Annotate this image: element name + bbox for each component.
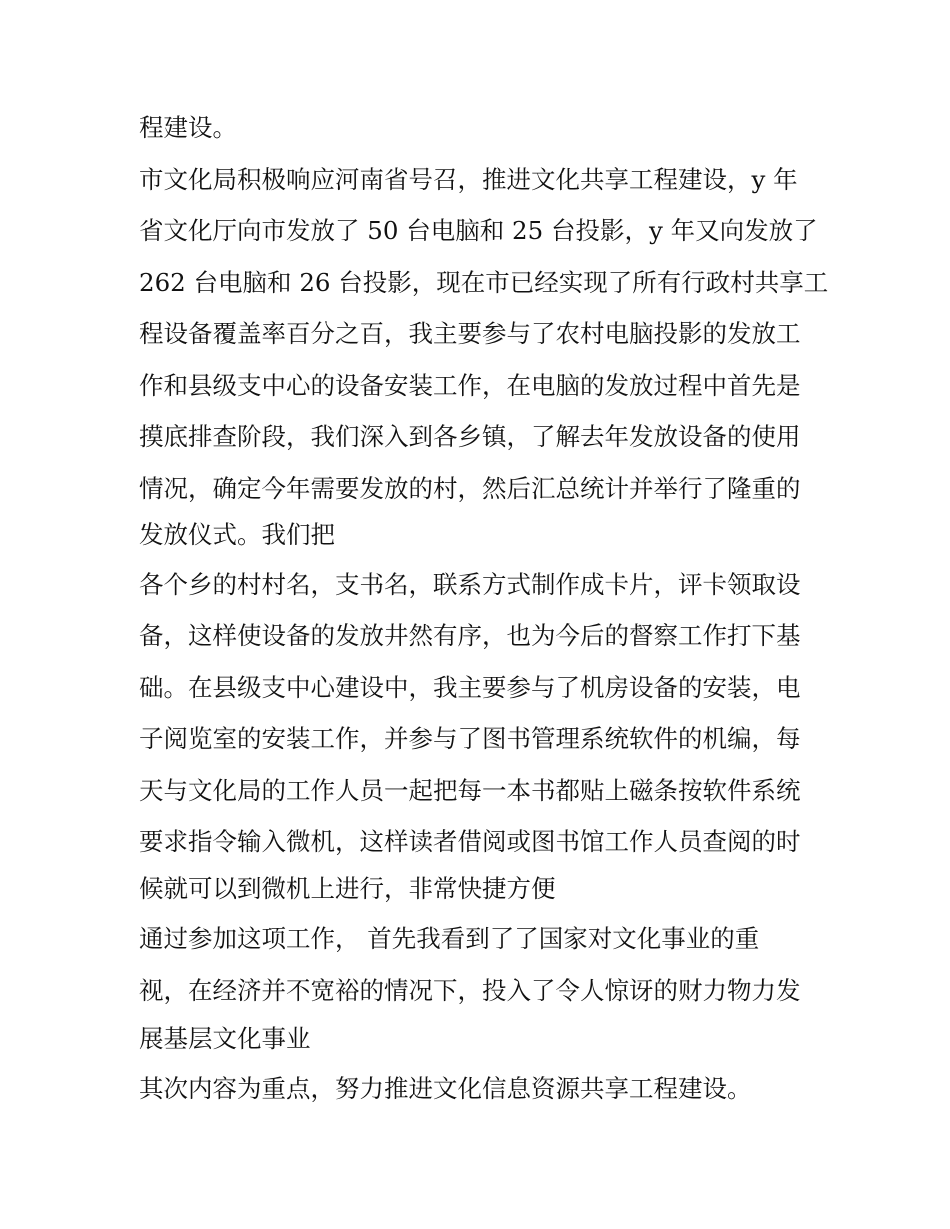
text-line: 候就可以到微机上进行，非常快捷方便 <box>139 874 556 903</box>
text-line: 摸底排查阶段，我们深入到各乡镇，了解去年发放设备的使用 <box>139 422 801 451</box>
text-line: 各个乡的村村名，支书名，联系方式制作成卡片，评卡领取设 <box>139 570 801 599</box>
text-line: 省文化厅向市发放了 50 台电脑和 25 台投影，y 年又向发放了 <box>139 216 818 245</box>
text-line: 展基层文化事业 <box>139 1024 311 1053</box>
text-line: 子阅览室的安装工作，并参与了图书管理系统软件的机编，每 <box>139 724 801 753</box>
text-line: 其次内容为重点，努力推进文化信息资源共享工程建设。 <box>139 1074 752 1103</box>
text-line: 程建设。 <box>139 113 237 142</box>
text-line: 视，在经济并不宽裕的情况下，投入了令人惊讶的财力物力发 <box>139 976 801 1005</box>
text-line: 程设备覆盖率百分之百，我主要参与了农村电脑投影的发放工 <box>139 319 801 348</box>
text-line: 发放仪式。我们把 <box>139 520 335 549</box>
text-line: 础。在县级支中心建设中，我主要参与了机房设备的安装，电 <box>139 673 801 702</box>
text-line: 通过参加这项工作， 首先我看到了了国家对文化事业的重 <box>139 924 760 953</box>
text-line: 备，这样使设备的发放井然有序，也为今后的督察工作打下基 <box>139 621 801 650</box>
text-line: 262 台电脑和 26 台投影，现在市已经实现了所有行政村共享工 <box>139 268 829 297</box>
text-line: 情况，确定今年需要发放的村，然后汇总统计并举行了隆重的 <box>139 474 801 503</box>
text-line: 天与文化局的工作人员一起把每一本书都贴上磁条按软件系统 <box>139 776 801 805</box>
text-line: 作和县级支中心的设备安装工作，在电脑的发放过程中首先是 <box>139 371 801 400</box>
text-line: 要求指令输入微机，这样读者借阅或图书馆工作人员查阅的时 <box>139 827 801 856</box>
text-line: 市文化局积极响应河南省号召，推进文化共享工程建设，y 年 <box>139 165 798 194</box>
